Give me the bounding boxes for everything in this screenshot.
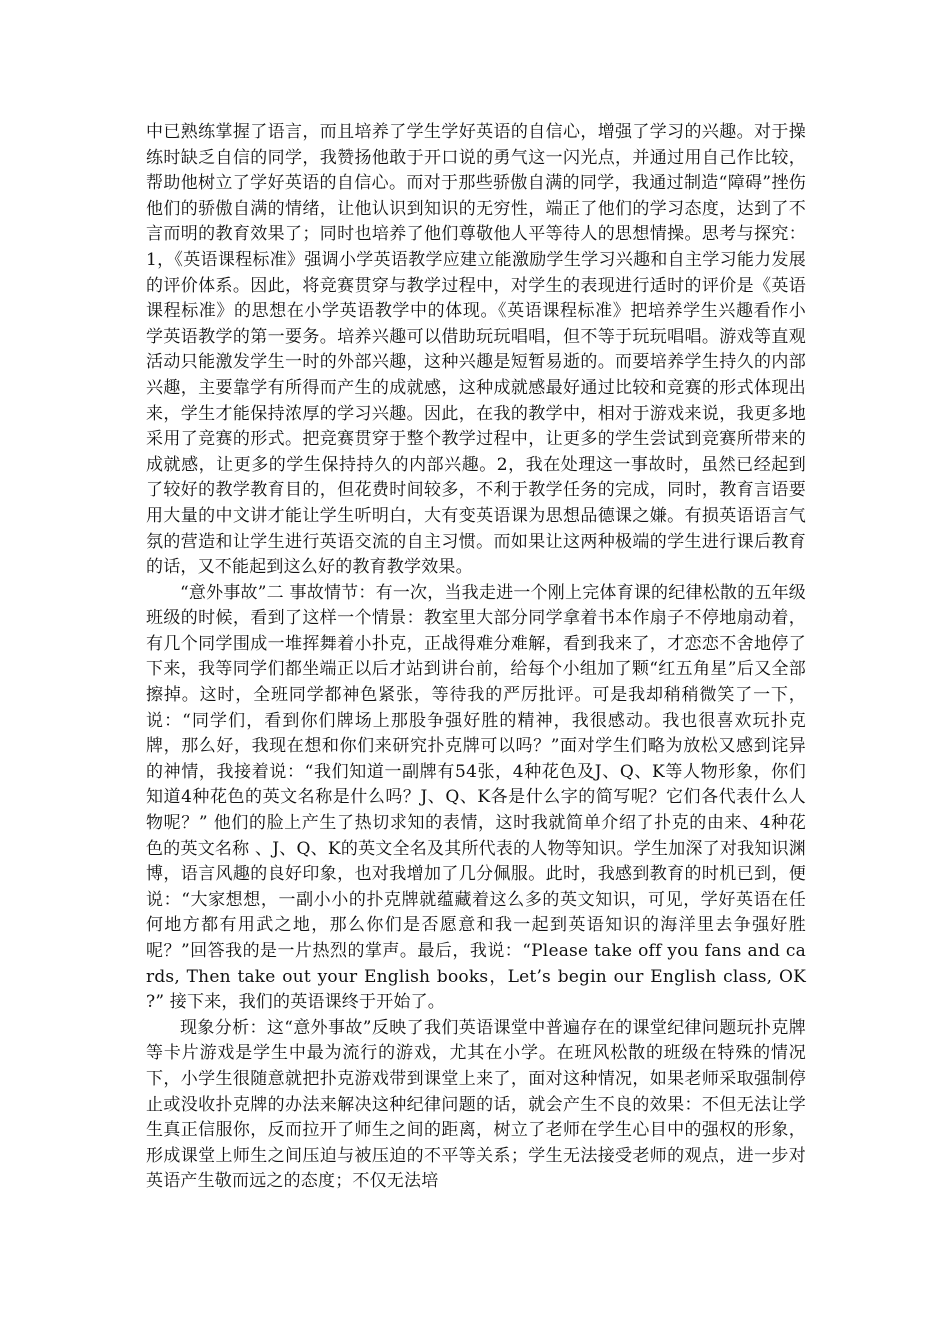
document-body [146,120,806,1195]
paragraph-1: 中已熟练掌握了语言，而且培养了学生学好英语的自信心，增强了学习的兴趣。对于操练时缺乏自信的同学，我赞扬他敢于开口说的勇气这一闪光点，并通过用自己作比较，帮助他树立了学好英语的自信心。而对于那些骄傲自满的同学，我通过制造“障碍”挫伤他们的骄傲自满的情绪，让他认识到知识的无穷性，端正了他们的学习态度，达到了不言而明的教育效果了；同时也培养了他们尊敬他人平等待人的思想情操。思考与探究：1，《英语课程标准》强调小学英语教学应建立能激励学生学习兴趣和自主学习能力发展的评价体系。因此，将竞赛贯穿与教学过程中，对学生的表现进行适时的评价是《英语课程标准》的思想在小学英语教学中的体现。《英语课程标准》把培养学生兴趣看作小学英语教学的第一要务。培养兴趣可以借助玩玩唱唱，但不等于玩玩唱唱。游戏等直观活动只能激发学生一时的外部兴趣，这种兴趣是短暂易逝的。而要培养学生持久的内部兴趣，主要靠学有所得而产生的成就感，这种成就感最好通过比较和竞赛的形式体现出来，学生才能保持浓厚的学习兴趣。因此，在我的教学中，相对于游戏来说，我更多地采用了竞赛的形式。把竞赛贯穿于整个教学过程中，让更多的学生尝试到竞赛所带来的成就感，让更多的学生保持持久的内部兴趣。2，我在处理这一事故时，虽然已经起到了较好的教学教育目的，但花费时间较多，不利于教学任务的完成，同时，教育言语要用大量的中文讲才能让学生听明白，大有变英语课为思想品德课之嫌。有损英语语言气氛的营造和让学生进行英语交流的自主习惯。而如果让这两种极端的学生进行课后教育的话，又不能起到这么好的教育教学效果。 [146,122,806,578]
paragraph-3: 现象分析：这“意外事故”反映了我们英语课堂中普遍存在的课堂纪律问题玩扑克牌等卡片游戏是学生中最为流行的游戏，尤其在小学。在班风松散的班级在特殊的情况下，小学生很随意就把扑克游戏带到课堂上来了，面对这种情况，如果老师采取强制停止或没收扑克牌的办法来解决这种纪律问题的话，就会产生不良的效果：不但无法让学生真正信服你，反而拉开了师生之间的距离，树立了老师在学生心目中的强权的形象，形成课堂上师生之间压迫与被压迫的不平等关系；学生无法接受老师的观点，进一步对英语产生敬而远之的态度；不仅无法培 [146,1017,806,1192]
paragraph-2: “意外事故”二 事故情节：有一次，当我走进一个刚上完体育课的纪律松散的五年级班级的时候，看到了这样一个情景：教室里大部分同学拿着书本作扇子不停地扇动着，有几个同学围成一堆挥舞着小扑克，正战得难分难解，看到我来了，才恋恋不舍地停了下来，我等同学们都坐端正以后才站到讲台前，给每个小组加了颗“红五角星”后又全部擦掉。这时，全班同学都神色紧张，等待我的严厉批评。可是我却稍稍微笑了一下，说：“同学们，看到你们牌场上那股争强好胜的精神，我很感动。我也很喜欢玩扑克牌，那么好，我现在想和你们来研究扑克牌可以吗？”面对学生们略为放松又感到诧异的神情，我接着说：“我们知道一副牌有54张，4种花色及J、Q、K等人物形象，你们知道4种花色的英文名称是什么吗？J、Q、K各是什么字的简写呢？它们各代表什么人物呢？” 他们的脸上产生了热切求知的表情，这时我就简单介绍了扑克的由来、4种花色的英文名称 、J、Q、K的英文全名及其所代表的人物等知识。学生加深了对我知识渊博，语言风趣的良好印象，也对我增加了几分佩服。此时，我感到教育的时机已到，便说：“大家想想，一副小小的扑克牌就蕴藏着这么多的英文知识，可见，学好英语在任何地方都有用武之地，那么你们是否愿意和我一起到英语知识的海洋里去争强好胜呢？”回答我的是一片热烈的掌声。最后，我说：“Please take off you fans and cards, Then take out your English books，Let’s begin our English class, OK ?” 接下来，我们的英语课终于开始了。 [146,582,806,1013]
